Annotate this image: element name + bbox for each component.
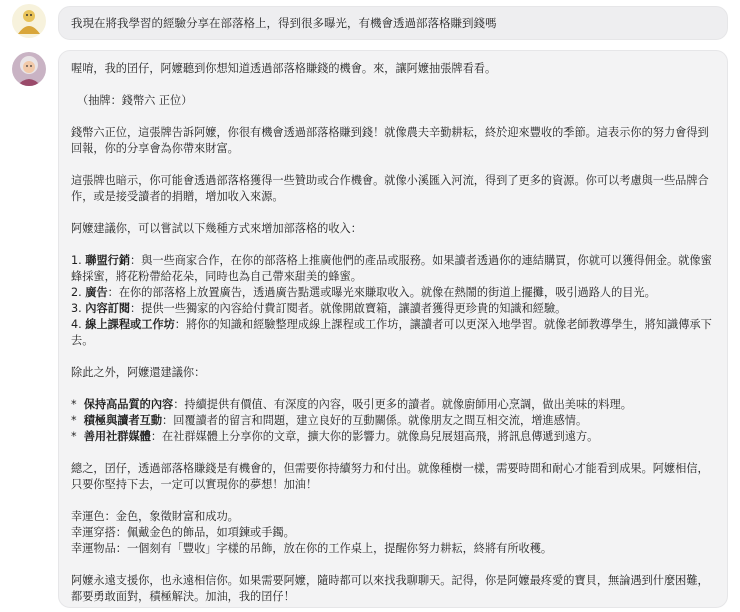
reply-intro: 喔唷，我的囝仔，阿嬤聽到你想知道透過部落格賺錢的機會。來，讓阿嬤抽張牌看看。 — [71, 62, 497, 75]
list-item-text: ：將你的知識和經驗整理成線上課程或工作坊，讓讀者可以更深入地學習。就像老師教導學生，將知識傳承下去。 — [71, 318, 712, 347]
bullet-mark: * — [71, 398, 77, 411]
list-number: 4. — [71, 318, 82, 331]
list-number: 3. — [71, 302, 82, 315]
lucky-item: 幸運物品：一個刻有「豐收」字樣的吊飾，放在你的工作桌上，提醒你努力耕耘，終將有所收穫。 — [71, 542, 553, 555]
list-item-text: ：在你的部落格上放置廣告，透過廣告點選或曝光來賺取收入。就像在熱鬧的街道上擺攤，吸引過路人的目光。 — [107, 286, 656, 299]
user-avatar-icon — [12, 4, 46, 38]
reply-closing: 阿嬤永遠支援你，也永遠相信你。如果需要阿嬤，隨時都可以來找我聊聊天。記得，你是阿嬤最疼愛的寶貝，無論遇到什麼困難，都要勇敢面對，積極解決。加油，我的囝仔！ — [71, 574, 709, 603]
list-item-title: 內容訂閱 — [85, 302, 131, 315]
lucky-outfit: 幸運穿搭：佩戴金色的飾品，如項鍊或手鐲。 — [71, 526, 295, 539]
tip-list-item — [71, 397, 715, 413]
income-list-item — [71, 253, 715, 285]
lucky-color: 幸運色：金色，象徵財富和成功。 — [71, 510, 239, 523]
user-message-bubble — [58, 6, 728, 40]
list-item-title: 廣告 — [85, 286, 108, 299]
income-list-item — [71, 285, 715, 301]
list-item-text: ：提供一些獨家的內容給付費訂閱者。就像開啟寶箱，讓讀者獲得更珍貴的知識和經驗。 — [130, 302, 567, 315]
tip-list-item — [71, 429, 715, 445]
reply-paragraph-extra: 除此之外，阿嬤還建議你： — [71, 366, 206, 379]
bullet-mark: * — [71, 414, 77, 427]
assistant-message-bubble — [58, 50, 728, 608]
tip-title: 善用社群媒體 — [83, 430, 151, 443]
user-message-row — [12, 4, 728, 42]
grandma-avatar-icon — [12, 52, 46, 86]
card-draw: （抽牌：錢幣六 正位） — [77, 94, 193, 107]
bullet-mark: * — [71, 430, 77, 443]
reply-paragraph-sponsorship: 這張牌也暗示，你可能會透過部落格獲得一些贊助或合作機會。就像小溪匯入河流，得到了更多的資源。你可以考慮與一些品牌合作，或是接受讀者的捐贈，增加收入來源。 — [71, 174, 709, 203]
tip-title: 保持高品質的內容 — [83, 398, 174, 411]
reply-paragraph-summary: 總之，囝仔，透過部落格賺錢是有機會的，但需要你持續努力和付出。就像種樹一樣，需要時間和耐心才能看到成果。阿嬤相信，只要你堅持下去，一定可以實現你的夢想！加油！ — [71, 462, 709, 491]
reply-paragraph-card-meaning: 錢幣六正位，這張牌告訴阿嬤，你很有機會透過部落格賺到錢！就像農夫辛勤耕耘，終於迎來豐收的季節。這表示你的努力會得到回報，你的分享會為你帶來財富。 — [71, 126, 709, 155]
income-list-item — [71, 301, 715, 317]
list-number: 1. — [71, 254, 82, 267]
user-message-text: 我現在將我學習的經驗分享在部落格上，得到很多曝光，有機會透過部落格賺到錢嗎 — [71, 16, 497, 30]
reply-paragraph-suggestion: 阿嬤建議你，可以嘗試以下幾種方式來增加部落格的收入： — [71, 222, 362, 235]
list-item-title: 線上課程或工作坊 — [85, 318, 175, 331]
list-item-title: 聯盟行銷 — [85, 254, 131, 267]
tip-text: ：持續提供有價值、有深度的內容，吸引更多的讀者。就像廚師用心烹調，做出美味的料理。 — [173, 398, 632, 411]
list-item-text: ：與一些商家合作，在你的部落格上推廣他們的產品或服務。如果讀者透過你的連結購買，你就可以獲得佣金。就像蜜蜂採蜜，將花粉帶給花朵，同時也為自己帶來甜美的蜂蜜。 — [71, 254, 712, 283]
tip-title: 積極與讀者互動 — [83, 414, 163, 427]
tip-text: ：回覆讀者的留言和問題，建立良好的互動關係。就像朋友之間互相交流，增進感情。 — [162, 414, 588, 427]
assistant-message-row — [12, 50, 728, 610]
tip-text: ：在社群媒體上分享你的文章，擴大你的影響力。就像鳥兒展翅高飛，將訊息傳遞到遠方。 — [150, 430, 599, 443]
income-list-item — [71, 317, 715, 349]
tip-list-item — [71, 413, 715, 429]
list-number: 2. — [71, 286, 82, 299]
